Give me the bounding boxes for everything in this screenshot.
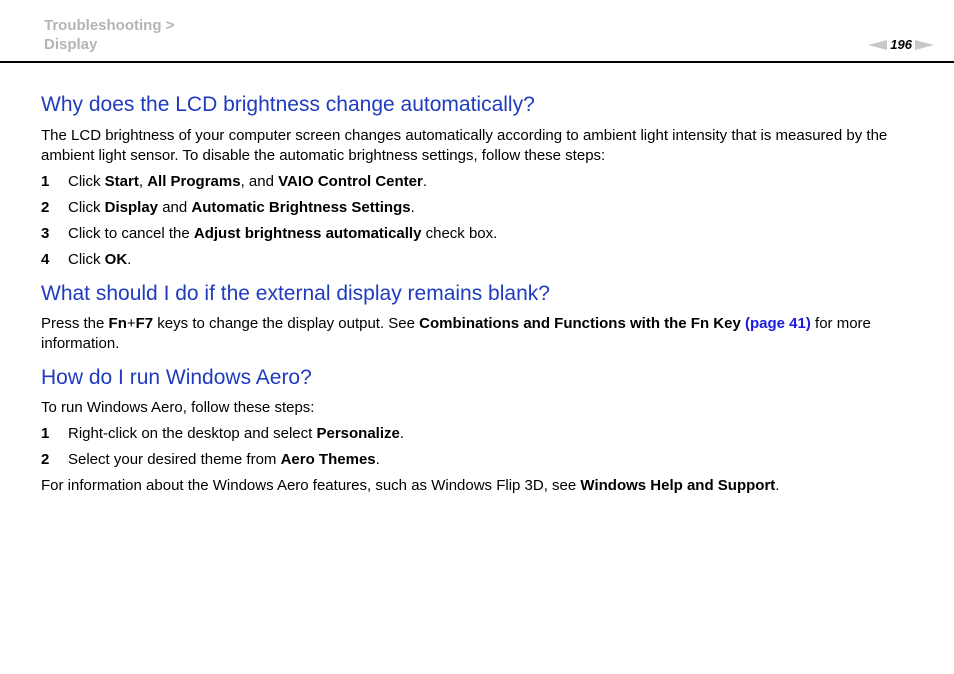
page-number: 196 [890, 37, 912, 52]
step-item [41, 198, 921, 218]
breadcrumb-section[interactable]: Troubleshooting > [44, 17, 175, 34]
breadcrumb-page: Display [44, 36, 98, 53]
step-item [41, 424, 921, 444]
section-heading: What should I do if the external display remains blank? [41, 282, 550, 305]
step-number: 1 [41, 425, 50, 442]
step-item [41, 224, 921, 244]
page-navigator [868, 37, 934, 52]
step-list [41, 424, 921, 470]
step-text: Click OK. [68, 250, 132, 268]
step-number: 2 [41, 198, 50, 216]
page-41-link[interactable]: (page 41) [745, 315, 811, 332]
step-number: 2 [41, 451, 50, 468]
step-text: Right-click on the desktop and select Personalize. [68, 425, 405, 442]
step-text: Select your desired theme from Aero Themes. [68, 451, 380, 468]
section-windows-aero [41, 363, 921, 496]
section-intro: To run Windows Aero, follow these steps: [41, 399, 315, 416]
header-divider [0, 61, 954, 63]
step-number: 3 [41, 224, 50, 242]
section-lcd-brightness [41, 90, 921, 269]
step-item [41, 450, 921, 470]
step-list [41, 172, 921, 270]
step-item [41, 250, 921, 270]
section-intro: The LCD brightness of your computer screen changes automatically according to ambient light intensity that is measured by the ambient light sensor. To disable the automatic brightness settings, follow these steps: [41, 127, 888, 164]
step-item [41, 172, 921, 192]
page-header [0, 0, 954, 64]
step-text: Click to cancel the Adjust brightness automatically check box. [68, 224, 498, 242]
section-footer: For information about the Windows Aero features, such as Windows Flip 3D, see Windows Help and Support. [41, 477, 780, 494]
step-number: 1 [41, 172, 50, 190]
page-content [41, 90, 921, 496]
step-text: Click Start, All Programs, and VAIO Control Center. [68, 172, 428, 190]
step-number: 4 [41, 250, 50, 268]
step-text: Click Display and Automatic Brightness Settings. [68, 198, 415, 216]
arrow-left-icon[interactable] [868, 40, 887, 50]
breadcrumb [44, 16, 174, 54]
arrow-right-icon[interactable] [915, 40, 934, 50]
section-external-display [41, 279, 921, 353]
section-body: Press the Fn+F7 keys to change the display output. See Combinations and Functions with the Fn Key (page 41) for more information. [41, 315, 871, 352]
section-heading: How do I run Windows Aero? [41, 366, 312, 389]
section-heading: Why does the LCD brightness change automatically? [41, 93, 535, 116]
